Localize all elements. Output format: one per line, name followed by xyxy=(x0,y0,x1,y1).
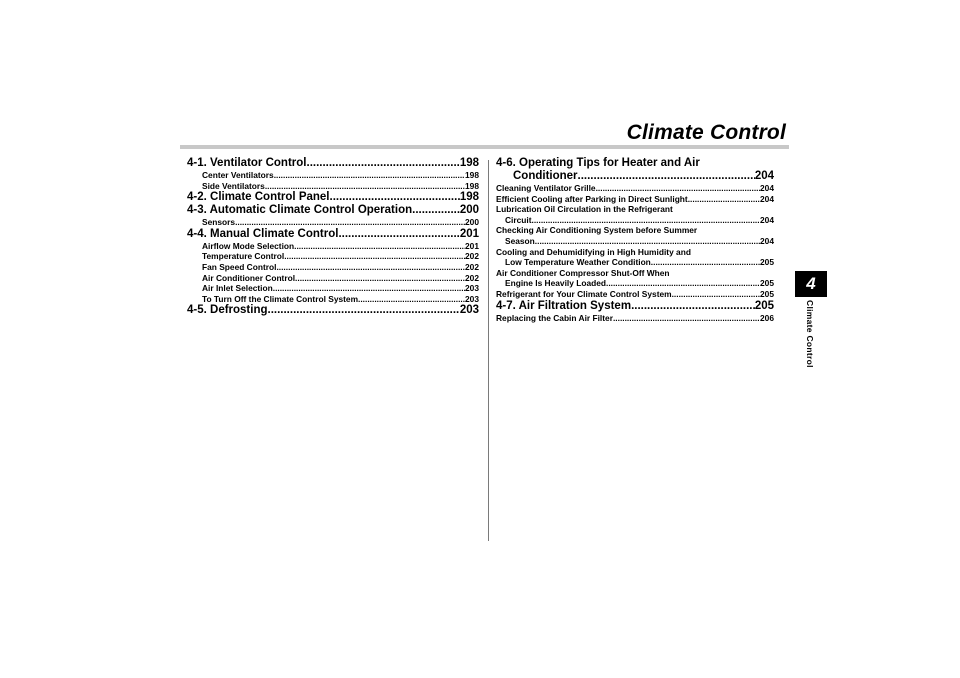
toc-entry[interactable] xyxy=(187,304,479,317)
toc-entry-page: 205 xyxy=(760,288,774,299)
toc-entry-page: 202 xyxy=(465,261,479,272)
toc-leader-dots xyxy=(294,241,465,252)
toc-leader-dots xyxy=(330,191,460,204)
toc-entry-page: 205 xyxy=(754,299,774,312)
toc-entry-title: Refrigerant for Your Climate Control System xyxy=(496,288,672,299)
toc-entry-title: Air Conditioner Control xyxy=(202,272,296,283)
toc-leader-dots xyxy=(412,204,460,217)
chapter-number: 4 xyxy=(806,274,816,293)
toc-entry-title: Circuit xyxy=(505,214,532,225)
toc-entry[interactable] xyxy=(496,300,774,313)
toc-entry[interactable] xyxy=(187,191,479,204)
toc-entry-page: 205 xyxy=(760,278,774,289)
toc-entry[interactable] xyxy=(496,194,774,205)
toc-entry-title: 4-1. Ventilator Control xyxy=(187,157,307,169)
toc-entry-page: 206 xyxy=(760,312,774,323)
toc-entry-title: To Turn Off the Climate Control System xyxy=(202,293,359,304)
toc-entry-title: Airflow Mode Selection xyxy=(202,240,295,251)
toc-entry[interactable] xyxy=(496,278,774,289)
toc-leader-dots xyxy=(235,217,465,228)
toc-entry[interactable] xyxy=(187,217,479,228)
toc-entry-title: Engine Is Heavily Loaded xyxy=(505,278,606,289)
toc-entry[interactable] xyxy=(187,251,479,262)
toc-entry[interactable] xyxy=(496,236,774,247)
toc-entry[interactable] xyxy=(496,170,774,183)
toc-entry-page: 205 xyxy=(760,257,774,268)
toc-entry[interactable] xyxy=(187,241,479,252)
toc-leader-dots xyxy=(613,313,760,324)
toc-entry[interactable] xyxy=(496,289,774,300)
toc-entry-page: 198 xyxy=(465,170,479,180)
toc-entry[interactable] xyxy=(496,215,774,226)
toc-entry-page: 201 xyxy=(459,227,479,240)
toc-entry-page: 203 xyxy=(465,293,479,304)
toc-entry-page: 198 xyxy=(465,180,479,191)
toc-leader-dots xyxy=(307,157,460,170)
toc-entry-title: Air Inlet Selection xyxy=(202,283,273,294)
toc-leader-dots xyxy=(532,215,760,226)
toc-entry-title[interactable]: 4-6. Operating Tips for Heater and Air xyxy=(496,157,700,169)
toc-entry-title[interactable]: Cooling and Dehumidifying in High Humidity and xyxy=(496,246,691,257)
toc-entry-page: 198 xyxy=(459,191,479,204)
toc-entry-title: Replacing the Cabin Air Filter xyxy=(496,312,613,323)
toc-entry[interactable] xyxy=(187,294,479,305)
toc-entry-page: 203 xyxy=(459,304,479,317)
toc-entry-page: 203 xyxy=(465,283,479,294)
toc-leader-dots xyxy=(268,304,460,317)
toc-entry[interactable] xyxy=(496,257,774,268)
toc-entry-title: Sensors xyxy=(202,217,236,228)
toc-left-column xyxy=(187,157,479,317)
toc-entry-page: 198 xyxy=(459,157,479,169)
toc-entry-page: 201 xyxy=(465,240,479,251)
toc-right-column xyxy=(496,157,774,323)
toc-entry[interactable] xyxy=(187,204,479,217)
toc-leader-dots xyxy=(265,181,465,192)
toc-entry[interactable] xyxy=(187,262,479,273)
toc-leader-dots xyxy=(651,257,760,268)
toc-entry[interactable] xyxy=(496,313,774,324)
toc-entry-title: 4-7. Air Filtration System xyxy=(496,299,632,312)
toc-leader-dots xyxy=(276,262,465,273)
toc-entry[interactable] xyxy=(187,228,479,241)
toc-entry-title: Center Ventilators xyxy=(202,170,274,180)
column-divider xyxy=(488,160,489,541)
toc-leader-dots xyxy=(606,278,760,289)
header-rule xyxy=(180,145,789,149)
toc-entry-page: 204 xyxy=(760,214,774,225)
toc-entry-title[interactable]: Checking Air Conditioning System before Summer xyxy=(496,225,698,236)
toc-leader-dots xyxy=(688,194,760,205)
toc-entry-page: 204 xyxy=(760,193,774,204)
toc-leader-dots xyxy=(274,170,465,181)
page-title: Climate Control xyxy=(626,121,786,144)
toc-entry-page: 200 xyxy=(465,217,479,228)
toc-leader-dots xyxy=(273,283,465,294)
toc-entry[interactable] xyxy=(187,170,479,181)
toc-entry-title: Efficient Cooling after Parking in Direct Sunlight xyxy=(496,193,688,204)
toc-entry[interactable] xyxy=(187,283,479,294)
toc-entry-page: 204 xyxy=(754,170,774,182)
toc-leader-dots xyxy=(338,228,459,241)
toc-entry-title: 4-2. Climate Control Panel xyxy=(187,191,330,204)
chapter-tab xyxy=(795,271,827,297)
toc-leader-dots xyxy=(631,300,755,313)
chapter-side-label: Climate Control xyxy=(805,300,815,368)
toc-entry-title: Temperature Control xyxy=(202,251,285,262)
toc-entry[interactable] xyxy=(187,181,479,192)
toc-leader-dots xyxy=(295,273,465,284)
toc-entry-title: Season xyxy=(505,235,535,246)
toc-entry[interactable] xyxy=(187,157,479,170)
toc-entry-page: 202 xyxy=(465,251,479,262)
toc-entry-page: 204 xyxy=(760,235,774,246)
toc-entry-title: 4-3. Automatic Climate Control Operation xyxy=(187,204,413,217)
toc-entry-title[interactable]: Air Conditioner Compressor Shut-Off When xyxy=(496,267,670,278)
toc-entry-title: Cleaning Ventilator Grille xyxy=(496,183,596,193)
toc-entry-page: 200 xyxy=(459,204,479,217)
toc-entry-title: Conditioner xyxy=(513,170,578,182)
toc-leader-dots xyxy=(535,236,760,247)
toc-leader-dots xyxy=(596,183,760,194)
toc-leader-dots xyxy=(672,289,760,300)
toc-entry-title: 4-5. Defrosting xyxy=(187,304,268,317)
toc-entry-title: Low Temperature Weather Condition xyxy=(505,257,651,268)
toc-entry[interactable] xyxy=(496,183,774,194)
toc-entry[interactable] xyxy=(187,273,479,284)
toc-entry-page: 202 xyxy=(465,272,479,283)
toc-entry-title: 4-4. Manual Climate Control xyxy=(187,227,339,240)
toc-entry-title[interactable]: Lubrication Oil Circulation in the Refrigerant xyxy=(496,204,673,215)
toc-entry-title: Side Ventilators xyxy=(202,180,265,191)
toc-entry-page: 204 xyxy=(760,183,774,193)
toc-leader-dots xyxy=(578,170,755,183)
toc-leader-dots xyxy=(358,294,465,305)
toc-leader-dots xyxy=(284,251,465,262)
toc-entry-title: Fan Speed Control xyxy=(202,261,277,272)
